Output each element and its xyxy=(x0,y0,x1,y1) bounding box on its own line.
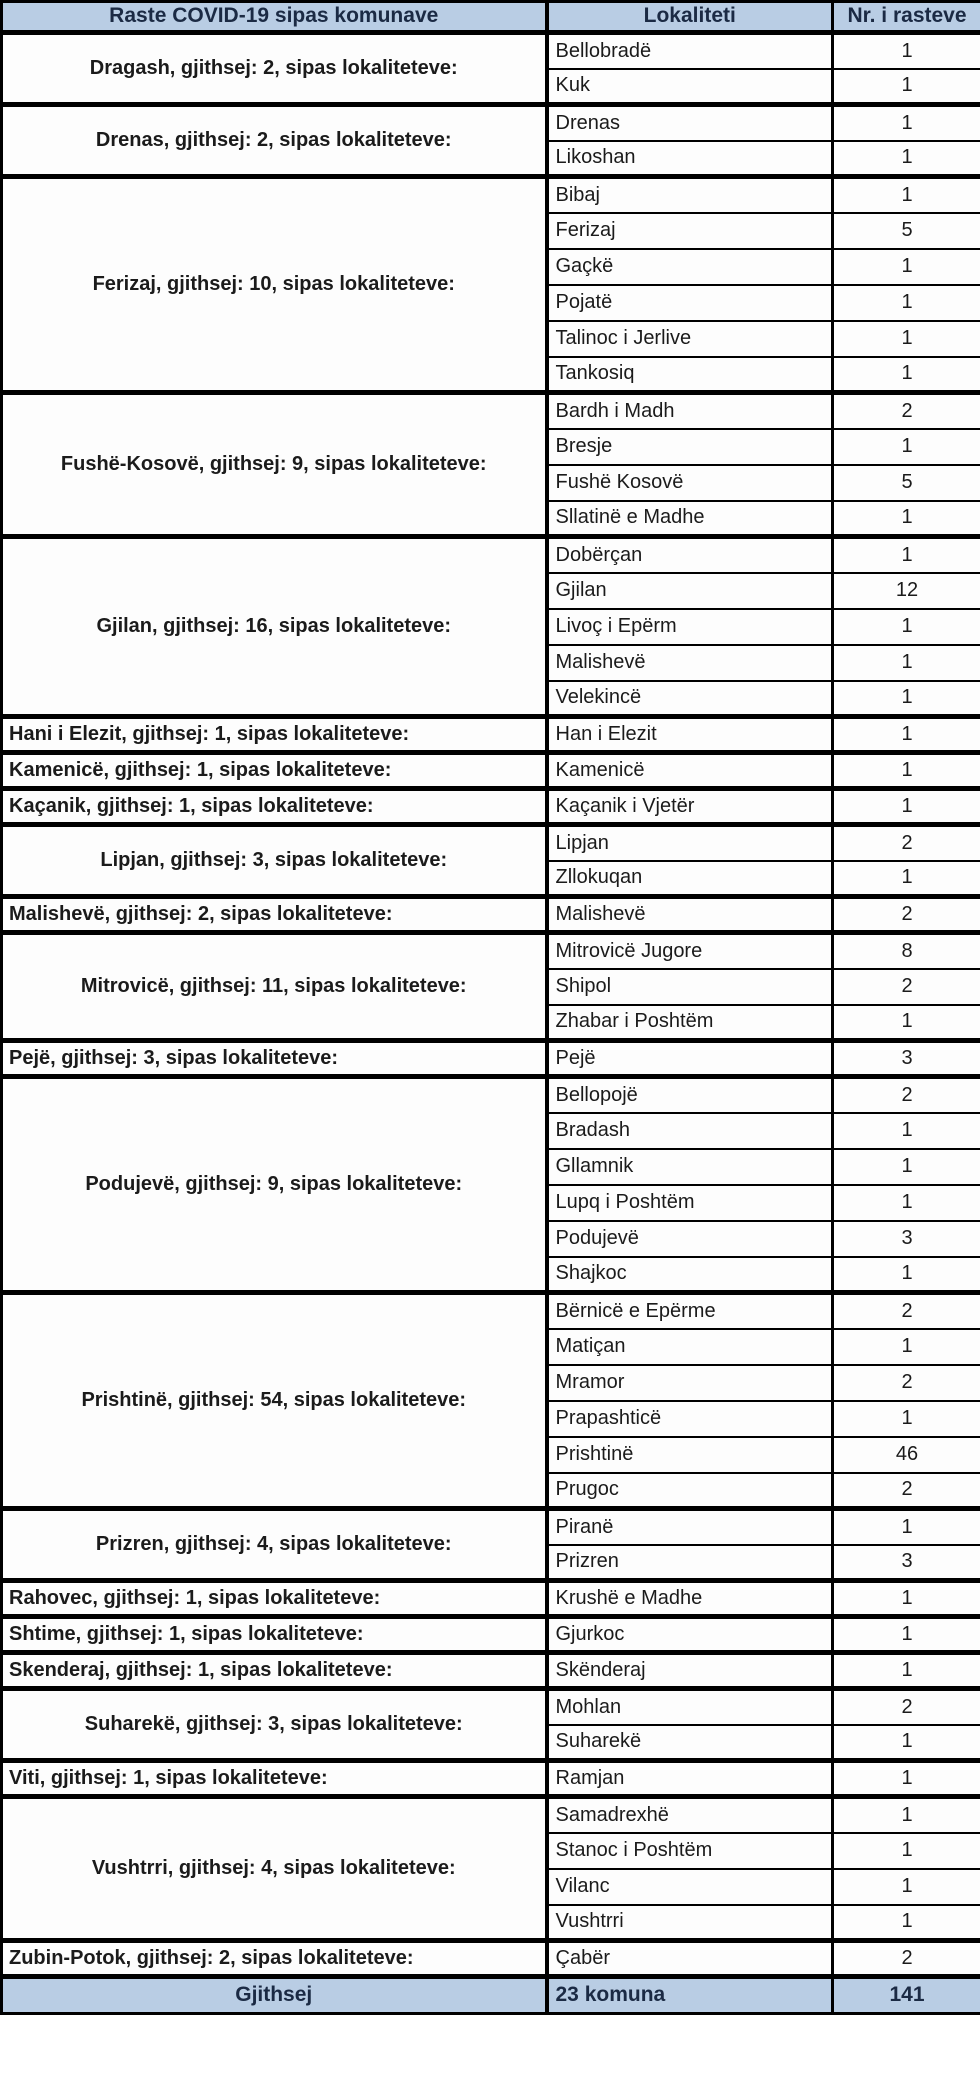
locality-cell: Gaçkë xyxy=(547,249,833,285)
table-body xyxy=(2,33,980,1977)
locality-cell: Lipjan xyxy=(547,825,833,861)
cases-cell: 5 xyxy=(833,465,980,501)
cases-cell: 1 xyxy=(833,1725,980,1761)
locality-cell: Shipol xyxy=(547,969,833,1005)
locality-cell: Prizren xyxy=(547,1545,833,1581)
locality-cell: Prapashticë xyxy=(547,1401,833,1437)
header-locality: Lokaliteti xyxy=(547,2,833,33)
locality-cell: Dobërçan xyxy=(547,537,833,573)
locality-cell: Zhabar i Poshtëm xyxy=(547,1005,833,1041)
cases-cell: 3 xyxy=(833,1545,980,1581)
municipality-cell: Prizren, gjithsej: 4, sipas lokaliteteve: xyxy=(2,1509,547,1581)
locality-cell: Prishtinë xyxy=(547,1437,833,1473)
table-row xyxy=(2,1941,980,1977)
cases-cell: 1 xyxy=(833,537,980,573)
locality-cell: Gjurkoc xyxy=(547,1617,833,1653)
locality-cell: Krushë e Madhe xyxy=(547,1581,833,1617)
locality-cell: Livoç i Epërm xyxy=(547,609,833,645)
cases-cell: 5 xyxy=(833,213,980,249)
locality-cell: Lupq i Poshtëm xyxy=(547,1185,833,1221)
locality-cell: Shajkoc xyxy=(547,1257,833,1293)
table-header xyxy=(2,2,980,33)
table-row xyxy=(2,1293,980,1329)
cases-cell: 1 xyxy=(833,1905,980,1941)
locality-cell: Stanoc i Poshtëm xyxy=(547,1833,833,1869)
locality-cell: Kamenicë xyxy=(547,753,833,789)
table-row xyxy=(2,1797,980,1833)
table-row xyxy=(2,1689,980,1725)
footer-municipality-count: 23 komuna xyxy=(547,1977,833,2014)
table-row xyxy=(2,1509,980,1545)
cases-cell: 2 xyxy=(833,897,980,933)
locality-cell: Fushë Kosovë xyxy=(547,465,833,501)
footer-total-cases: 141 xyxy=(833,1977,980,2014)
cases-cell: 2 xyxy=(833,1473,980,1509)
table-row xyxy=(2,789,980,825)
cases-cell: 3 xyxy=(833,1041,980,1077)
municipality-cell: Podujevë, gjithsej: 9, sipas lokaliteteve: xyxy=(2,1077,547,1293)
locality-cell: Malishevë xyxy=(547,645,833,681)
municipality-cell: Zubin-Potok, gjithsej: 2, sipas lokaliteteve: xyxy=(2,1941,547,1977)
header-row xyxy=(2,2,980,33)
table-row xyxy=(2,825,980,861)
table-row xyxy=(2,897,980,933)
cases-cell: 2 xyxy=(833,1941,980,1977)
locality-cell: Skënderaj xyxy=(547,1653,833,1689)
locality-cell: Bellobradë xyxy=(547,33,833,69)
table-row xyxy=(2,537,980,573)
cases-cell: 1 xyxy=(833,141,980,177)
table-row xyxy=(2,1617,980,1653)
cases-cell: 1 xyxy=(833,1581,980,1617)
cases-cell: 1 xyxy=(833,285,980,321)
locality-cell: Talinoc i Jerlive xyxy=(547,321,833,357)
cases-cell: 12 xyxy=(833,573,980,609)
locality-cell: Podujevë xyxy=(547,1221,833,1257)
locality-cell: Bradash xyxy=(547,1113,833,1149)
municipality-cell: Rahovec, gjithsej: 1, sipas lokaliteteve: xyxy=(2,1581,547,1617)
table-row xyxy=(2,933,980,969)
cases-cell: 1 xyxy=(833,609,980,645)
cases-cell: 1 xyxy=(833,753,980,789)
cases-cell: 1 xyxy=(833,1185,980,1221)
locality-cell: Pejë xyxy=(547,1041,833,1077)
cases-cell: 46 xyxy=(833,1437,980,1473)
cases-cell: 2 xyxy=(833,1293,980,1329)
cases-cell: 1 xyxy=(833,1329,980,1365)
locality-cell: Kaçanik i Vjetër xyxy=(547,789,833,825)
locality-cell: Matiçan xyxy=(547,1329,833,1365)
locality-cell: Mramor xyxy=(547,1365,833,1401)
municipality-cell: Pejë, gjithsej: 3, sipas lokaliteteve: xyxy=(2,1041,547,1077)
locality-cell: Han i Elezit xyxy=(547,717,833,753)
municipality-cell: Mitrovicë, gjithsej: 11, sipas lokaliteteve: xyxy=(2,933,547,1041)
table-row xyxy=(2,33,980,69)
table-row xyxy=(2,753,980,789)
locality-cell: Gllamnik xyxy=(547,1149,833,1185)
locality-cell: Bresje xyxy=(547,429,833,465)
cases-cell: 2 xyxy=(833,969,980,1005)
locality-cell: Çabër xyxy=(547,1941,833,1977)
cases-cell: 1 xyxy=(833,1761,980,1797)
table-row xyxy=(2,1653,980,1689)
municipality-cell: Shtime, gjithsej: 1, sipas lokaliteteve: xyxy=(2,1617,547,1653)
table-row xyxy=(2,1581,980,1617)
cases-cell: 1 xyxy=(833,1653,980,1689)
cases-cell: 1 xyxy=(833,645,980,681)
cases-cell: 1 xyxy=(833,1797,980,1833)
locality-cell: Likoshan xyxy=(547,141,833,177)
municipality-cell: Drenas, gjithsej: 2, sipas lokaliteteve: xyxy=(2,105,547,177)
cases-cell: 2 xyxy=(833,1365,980,1401)
table-row xyxy=(2,1077,980,1113)
locality-cell: Mohlan xyxy=(547,1689,833,1725)
cases-cell: 1 xyxy=(833,1005,980,1041)
locality-cell: Suharekë xyxy=(547,1725,833,1761)
cases-cell: 1 xyxy=(833,1257,980,1293)
cases-cell: 1 xyxy=(833,1149,980,1185)
locality-cell: Drenas xyxy=(547,105,833,141)
header-municipalities: Raste COVID-19 sipas komunave xyxy=(2,2,547,33)
locality-cell: Gjilan xyxy=(547,573,833,609)
cases-cell: 1 xyxy=(833,1833,980,1869)
cases-cell: 1 xyxy=(833,501,980,537)
locality-cell: Bërnicë e Epërme xyxy=(547,1293,833,1329)
cases-cell: 1 xyxy=(833,69,980,105)
locality-cell: Prugoc xyxy=(547,1473,833,1509)
cases-cell: 1 xyxy=(833,429,980,465)
municipality-cell: Hani i Elezit, gjithsej: 1, sipas lokaliteteve: xyxy=(2,717,547,753)
locality-cell: Kuk xyxy=(547,69,833,105)
header-cases: Nr. i rasteve xyxy=(833,2,980,33)
municipality-cell: Gjilan, gjithsej: 16, sipas lokaliteteve: xyxy=(2,537,547,717)
table-row xyxy=(2,105,980,141)
locality-cell: Ferizaj xyxy=(547,213,833,249)
municipality-cell: Skenderaj, gjithsej: 1, sipas lokaliteteve: xyxy=(2,1653,547,1689)
cases-cell: 1 xyxy=(833,1869,980,1905)
locality-cell: Mitrovicë Jugore xyxy=(547,933,833,969)
cases-cell: 1 xyxy=(833,1617,980,1653)
cases-cell: 3 xyxy=(833,1221,980,1257)
table-row xyxy=(2,393,980,429)
cases-cell: 1 xyxy=(833,249,980,285)
municipality-cell: Suharekë, gjithsej: 3, sipas lokaliteteve: xyxy=(2,1689,547,1761)
locality-cell: Sllatinë e Madhe xyxy=(547,501,833,537)
locality-cell: Bibaj xyxy=(547,177,833,213)
cases-cell: 1 xyxy=(833,861,980,897)
locality-cell: Bellopojë xyxy=(547,1077,833,1113)
locality-cell: Velekincë xyxy=(547,681,833,717)
locality-cell: Bardh i Madh xyxy=(547,393,833,429)
cases-cell: 2 xyxy=(833,825,980,861)
cases-cell: 1 xyxy=(833,1509,980,1545)
table-row xyxy=(2,1041,980,1077)
municipality-cell: Kamenicë, gjithsej: 1, sipas lokaliteteve: xyxy=(2,753,547,789)
locality-cell: Vilanc xyxy=(547,1869,833,1905)
municipality-cell: Fushë-Kosovë, gjithsej: 9, sipas lokaliteteve: xyxy=(2,393,547,537)
locality-cell: Vushtrri xyxy=(547,1905,833,1941)
municipality-cell: Malishevë, gjithsej: 2, sipas lokaliteteve: xyxy=(2,897,547,933)
table-footer xyxy=(2,1977,980,2014)
municipality-cell: Prishtinë, gjithsej: 54, sipas lokaliteteve: xyxy=(2,1293,547,1509)
cases-cell: 1 xyxy=(833,105,980,141)
cases-cell: 1 xyxy=(833,1113,980,1149)
cases-cell: 1 xyxy=(833,177,980,213)
municipality-cell: Ferizaj, gjithsej: 10, sipas lokaliteteve: xyxy=(2,177,547,393)
cases-cell: 1 xyxy=(833,681,980,717)
locality-cell: Samadrexhë xyxy=(547,1797,833,1833)
municipality-cell: Kaçanik, gjithsej: 1, sipas lokaliteteve: xyxy=(2,789,547,825)
locality-cell: Malishevë xyxy=(547,897,833,933)
cases-cell: 1 xyxy=(833,357,980,393)
locality-cell: Pojatë xyxy=(547,285,833,321)
cases-cell: 2 xyxy=(833,1077,980,1113)
cases-cell: 8 xyxy=(833,933,980,969)
municipality-cell: Viti, gjithsej: 1, sipas lokaliteteve: xyxy=(2,1761,547,1797)
locality-cell: Ramjan xyxy=(547,1761,833,1797)
cases-cell: 1 xyxy=(833,33,980,69)
municipality-cell: Lipjan, gjithsej: 3, sipas lokaliteteve: xyxy=(2,825,547,897)
cases-cell: 1 xyxy=(833,321,980,357)
cases-cell: 1 xyxy=(833,717,980,753)
locality-cell: Piranë xyxy=(547,1509,833,1545)
municipality-cell: Vushtrri, gjithsej: 4, sipas lokaliteteve: xyxy=(2,1797,547,1941)
cases-cell: 1 xyxy=(833,789,980,825)
table-row xyxy=(2,177,980,213)
cases-cell: 1 xyxy=(833,1401,980,1437)
table-row xyxy=(2,717,980,753)
cases-cell: 2 xyxy=(833,1689,980,1725)
table-row xyxy=(2,1761,980,1797)
footer-row xyxy=(2,1977,980,2014)
locality-cell: Zllokuqan xyxy=(547,861,833,897)
locality-cell: Tankosiq xyxy=(547,357,833,393)
municipality-cell: Dragash, gjithsej: 2, sipas lokaliteteve: xyxy=(2,33,547,105)
footer-total-label: Gjithsej xyxy=(2,1977,547,2014)
cases-cell: 2 xyxy=(833,393,980,429)
